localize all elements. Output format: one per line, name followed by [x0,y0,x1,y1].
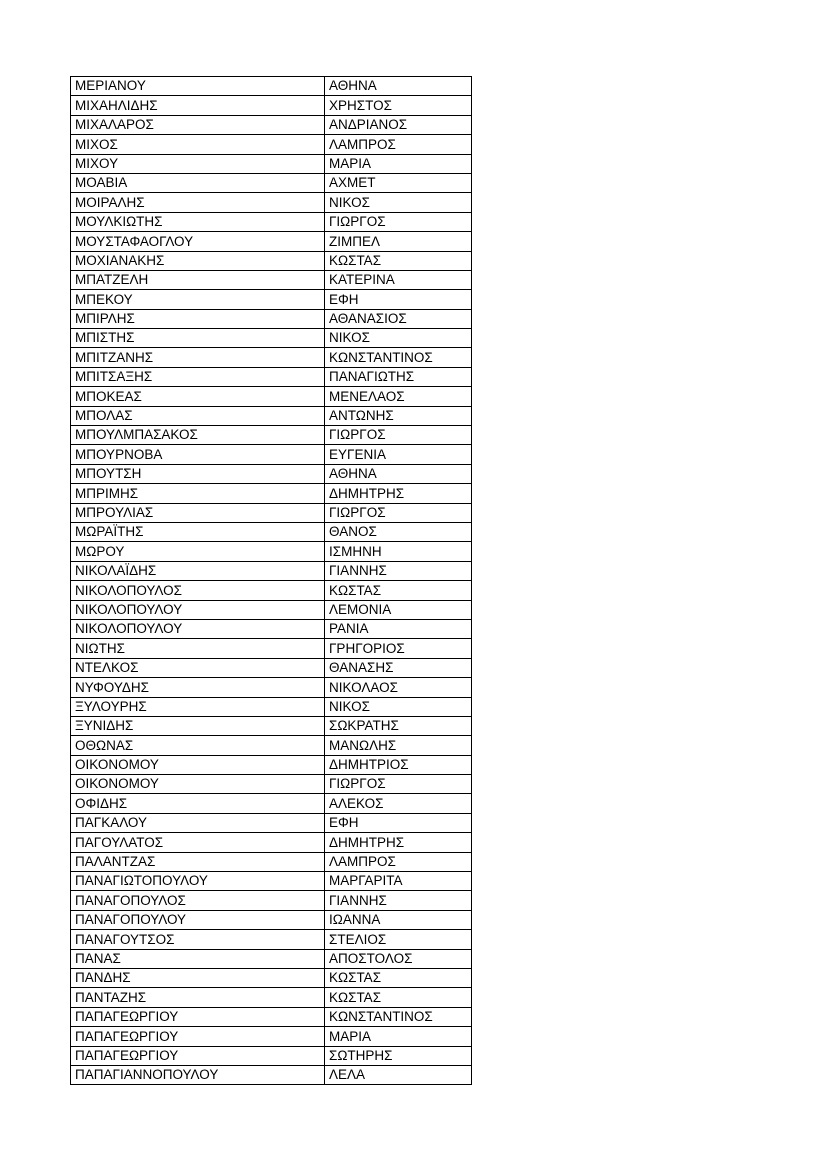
table-row [71,736,472,755]
table-row [71,484,472,503]
table-row [71,1065,472,1084]
first-name-cell: ΝΙΚΟΣ [325,193,472,212]
table-row [71,464,472,483]
surname-cell: ΠΑΛΑΝΤΖΑΣ [71,852,325,871]
first-name-cell: ΜΑΝΩΛΗΣ [325,736,472,755]
first-name-cell: ΑΛΕΚΟΣ [325,794,472,813]
surname-cell: ΜΩΡΟΥ [71,542,325,561]
first-name-cell: ΑΘΑΝΑΣΙΟΣ [325,309,472,328]
surname-cell: ΞΥΝΙΔΗΣ [71,716,325,735]
surname-cell: ΜΠΕΚΟΥ [71,290,325,309]
surname-cell: ΠΑΠΑΓΕΩΡΓΙΟΥ [71,1007,325,1026]
surname-cell: ΜΠΟΚΕΑΣ [71,387,325,406]
surname-cell: ΜΟΑΒΙΑ [71,173,325,192]
surname-cell: ΠΑΝΑΓΟΥΤΣΟΣ [71,930,325,949]
surname-cell: ΟΘΩΝΑΣ [71,736,325,755]
first-name-cell: ΡΑΝΙΑ [325,619,472,638]
table-row [71,309,472,328]
names-table [70,76,472,1085]
table-row [71,135,472,154]
table-row [71,542,472,561]
table-row [71,367,472,386]
table-row [71,678,472,697]
first-name-cell: ΑΝΔΡΙΑΝΟΣ [325,115,472,134]
first-name-cell: ΙΣΜΗΝΗ [325,542,472,561]
surname-cell: ΜΠΙΤΣΑΞΗΣ [71,367,325,386]
table-row [71,794,472,813]
surname-cell: ΜΩΡΑΪΤΗΣ [71,522,325,541]
first-name-cell: ΚΩΣΤΑΣ [325,968,472,987]
surname-cell: ΜΠΡΟΥΛΙΑΣ [71,503,325,522]
first-name-cell: ΓΙΑΝΝΗΣ [325,561,472,580]
surname-cell: ΜΠΙΤΖΑΝΗΣ [71,348,325,367]
first-name-cell: ΠΑΝΑΓΙΩΤΗΣ [325,367,472,386]
surname-cell: ΟΙΚΟΝΟΜΟΥ [71,755,325,774]
table-row [71,232,472,251]
first-name-cell: ΕΥΓΕΝΙΑ [325,445,472,464]
first-name-cell: ΑΘΗΝΑ [325,464,472,483]
table-row [71,445,472,464]
surname-cell: ΠΑΓΚΑΛΟΥ [71,813,325,832]
first-name-cell: ΚΩΣΤΑΣ [325,581,472,600]
surname-cell: ΜΠΟΛΑΣ [71,406,325,425]
surname-cell: ΜΟΧΙΑΝΑΚΗΣ [71,251,325,270]
surname-cell: ΜΠΡΙΜΗΣ [71,484,325,503]
surname-cell: ΜΠΙΡΛΗΣ [71,309,325,328]
surname-cell: ΝΙΚΟΛΟΠΟΥΛΟΣ [71,581,325,600]
table-row [71,77,472,96]
first-name-cell: ΣΤΕΛΙΟΣ [325,930,472,949]
table-row [71,115,472,134]
first-name-cell: ΖΙΜΠΕΛ [325,232,472,251]
first-name-cell: ΝΙΚΟΛΑΟΣ [325,678,472,697]
table-row [71,852,472,871]
surname-cell: ΠΑΠΑΓΕΩΡΓΙΟΥ [71,1027,325,1046]
table-row [71,96,472,115]
table-row [71,522,472,541]
first-name-cell: ΧΡΗΣΤΟΣ [325,96,472,115]
table-row [71,270,472,289]
first-name-cell: ΜΑΡΙΑ [325,154,472,173]
table-row [71,930,472,949]
surname-cell: ΜΟΥΛΚΙΩΤΗΣ [71,212,325,231]
table-row [71,968,472,987]
first-name-cell: ΓΙΑΝΝΗΣ [325,891,472,910]
first-name-cell: ΓΙΩΡΓΟΣ [325,775,472,794]
surname-cell: ΠΑΝΤΑΖΗΣ [71,988,325,1007]
table-row [71,348,472,367]
first-name-cell: ΔΗΜΗΤΡΙΟΣ [325,755,472,774]
first-name-cell: ΜΑΡΙΑ [325,1027,472,1046]
first-name-cell: ΓΡΗΓΟΡΙΟΣ [325,639,472,658]
surname-cell: ΜΙΧΑΛΑΡΟΣ [71,115,325,134]
table-row [71,872,472,891]
first-name-cell: ΛΕΜΟΝΙΑ [325,600,472,619]
table-row [71,600,472,619]
first-name-cell: ΕΦΗ [325,813,472,832]
first-name-cell: ΚΩΣΤΑΣ [325,251,472,270]
first-name-cell: ΓΙΩΡΓΟΣ [325,426,472,445]
first-name-cell: ΚΩΣΤΑΣ [325,988,472,1007]
table-row [71,910,472,929]
table-row [71,639,472,658]
table-row [71,716,472,735]
table-row [71,949,472,968]
table-row [71,619,472,638]
surname-cell: ΠΑΝΑΣ [71,949,325,968]
surname-cell: ΜΠΟΥΡΝΟΒΑ [71,445,325,464]
surname-cell: ΜΠΟΥΤΣΗ [71,464,325,483]
table-row [71,755,472,774]
first-name-cell: ΚΑΤΕΡΙΝΑ [325,270,472,289]
surname-cell: ΜΕΡΙΑΝΟΥ [71,77,325,96]
first-name-cell: ΜΑΡΓΑΡΙΤΑ [325,872,472,891]
table-row [71,775,472,794]
surname-cell: ΟΦΙΔΗΣ [71,794,325,813]
surname-cell: ΝΙΚΟΛΟΠΟΥΛΟΥ [71,619,325,638]
table-row [71,581,472,600]
first-name-cell: ΑΧΜΕΤ [325,173,472,192]
surname-cell: ΝΥΦΟΥΔΗΣ [71,678,325,697]
first-name-cell: ΘΑΝΟΣ [325,522,472,541]
names-table-body [71,77,472,1085]
first-name-cell: ΛΑΜΠΡΟΣ [325,135,472,154]
surname-cell: ΠΑΠΑΓΕΩΡΓΙΟΥ [71,1046,325,1065]
table-row [71,988,472,1007]
first-name-cell: ΔΗΜΗΤΡΗΣ [325,833,472,852]
table-row [71,426,472,445]
surname-cell: ΜΠΑΤΖΕΛΗ [71,270,325,289]
surname-cell: ΞΥΛΟΥΡΗΣ [71,697,325,716]
surname-cell: ΠΑΠΑΓΙΑΝΝΟΠΟΥΛΟΥ [71,1065,325,1084]
first-name-cell: ΘΑΝΑΣΗΣ [325,658,472,677]
first-name-cell: ΣΩΤΗΡΗΣ [325,1046,472,1065]
first-name-cell: ΛΑΜΠΡΟΣ [325,852,472,871]
table-row [71,697,472,716]
first-name-cell: ΔΗΜΗΤΡΗΣ [325,484,472,503]
surname-cell: ΝΙΩΤΗΣ [71,639,325,658]
surname-cell: ΝΤΕΛΚΟΣ [71,658,325,677]
table-row [71,891,472,910]
table-row [71,154,472,173]
table-row [71,833,472,852]
table-row [71,1027,472,1046]
table-row [71,1007,472,1026]
table-row [71,561,472,580]
first-name-cell: ΝΙΚΟΣ [325,329,472,348]
first-name-cell: ΛΕΛΑ [325,1065,472,1084]
table-row [71,329,472,348]
surname-cell: ΜΙΧΟΥ [71,154,325,173]
table-row [71,1046,472,1065]
surname-cell: ΜΟΥΣΤΑΦΑΟΓΛΟΥ [71,232,325,251]
table-row [71,173,472,192]
first-name-cell: ΣΩΚΡΑΤΗΣ [325,716,472,735]
surname-cell: ΠΑΓΟΥΛΑΤΟΣ [71,833,325,852]
first-name-cell: ΑΘΗΝΑ [325,77,472,96]
first-name-cell: ΜΕΝΕΛΑΟΣ [325,387,472,406]
table-row [71,387,472,406]
surname-cell: ΝΙΚΟΛΑΪΔΗΣ [71,561,325,580]
table-row [71,658,472,677]
table-row [71,406,472,425]
surname-cell: ΜΠΙΣΤΗΣ [71,329,325,348]
surname-cell: ΜΠΟΥΛΜΠΑΣΑΚΟΣ [71,426,325,445]
surname-cell: ΠΑΝΔΗΣ [71,968,325,987]
first-name-cell: ΑΠΟΣΤΟΛΟΣ [325,949,472,968]
first-name-cell: ΓΙΩΡΓΟΣ [325,212,472,231]
table-row [71,212,472,231]
first-name-cell: ΚΩΝΣΤΑΝΤΙΝΟΣ [325,1007,472,1026]
table-row [71,503,472,522]
first-name-cell: ΑΝΤΩΝΗΣ [325,406,472,425]
first-name-cell: ΝΙΚΟΣ [325,697,472,716]
surname-cell: ΠΑΝΑΓΟΠΟΥΛΟΣ [71,891,325,910]
table-row [71,813,472,832]
surname-cell: ΜΙΧΟΣ [71,135,325,154]
table-row [71,251,472,270]
first-name-cell: ΕΦΗ [325,290,472,309]
surname-cell: ΟΙΚΟΝΟΜΟΥ [71,775,325,794]
surname-cell: ΜΟΙΡΑΛΗΣ [71,193,325,212]
surname-cell: ΠΑΝΑΓΟΠΟΥΛΟΥ [71,910,325,929]
table-row [71,290,472,309]
first-name-cell: ΓΙΩΡΓΟΣ [325,503,472,522]
first-name-cell: ΙΩΑΝΝΑ [325,910,472,929]
surname-cell: ΝΙΚΟΛΟΠΟΥΛΟΥ [71,600,325,619]
table-row [71,193,472,212]
surname-cell: ΠΑΝΑΓΙΩΤΟΠΟΥΛΟΥ [71,872,325,891]
surname-cell: ΜΙΧΑΗΛΙΔΗΣ [71,96,325,115]
first-name-cell: ΚΩΝΣΤΑΝΤΙΝΟΣ [325,348,472,367]
